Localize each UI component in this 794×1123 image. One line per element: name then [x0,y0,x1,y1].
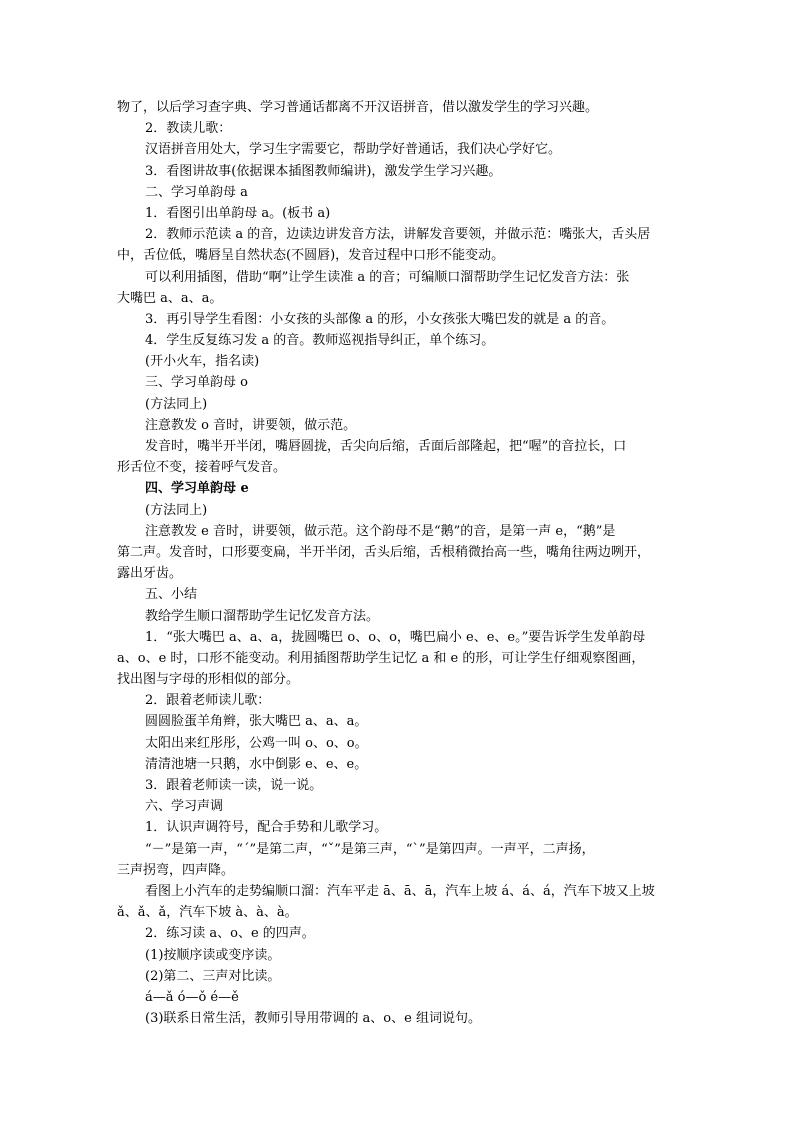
text-line: 汉语拼音用处大，学习生字需要它，帮助学好普通话，我们决心学好它。 [145,142,562,158]
document-body [117,97,677,1029]
text-line: 2．教读儿歌： [145,121,232,137]
text-line: 发音时，嘴半开半闭，嘴唇圆拢，舌尖向后缩，舌面后部隆起，把“喔”的音拉长，口 [145,439,627,454]
text-line: 看图上小汽车的走势编顺口溜：汽车平走 ā、ā、ā，汽车上坡 á、á、á，汽车下坡又上坡 [145,883,655,899]
text-line: 物了，以后学习查字典、学习普通话都离不开汉语拼音，借以激发学生的学习兴趣。 [117,100,599,115]
text-line: 2．跟着老师读儿歌： [145,693,271,709]
text-line: 找出图与字母的形相似的部分。 [117,672,300,688]
text-line: 可以利用插图，借助“啊”让学生读准 a 的音；可编顺口溜帮助学生记忆发音方法：张 [145,269,630,285]
section-heading: 二、学习单韵母 a [145,184,248,200]
text-line: 注意教发 o 音时，讲要领，做示范。 [145,417,357,433]
text-line: ǎ、ǎ、ǎ，汽车下坡 à、à、à。 [117,905,298,921]
section-heading: 四、学习单韵母 e [145,481,249,497]
text-line: 形舌位不变，接着呼气发音。 [117,460,287,476]
text-line: 3．跟着老师读一读，说一说。 [145,778,323,793]
text-line: 1．看图引出单韵母 a。(板书 a) [145,205,331,221]
text-line: a、o、e 时，口形不能变动。利用插图帮助学生记忆 a 和 e 的形，可让学生仔细观察图画， [117,650,645,666]
text-line: (方法同上) [145,502,208,518]
text-line: 太阳出来红彤彤，公鸡一叫 o、o、o。 [145,735,368,751]
text-line: 三声拐弯，四声降。 [117,862,235,878]
text-line: (3)联系日常生活，教师引导用带调的 a、o、e 组词说句。 [145,1011,481,1027]
text-line: 露出牙齿。 [117,566,183,582]
text-line: 2．练习读 a、o、e 的四声。 [145,926,315,942]
text-line: 2．教师示范读 a 的音，边读边讲发音方法，讲解发音要领，并做示范：嘴张大，舌头居 [145,227,651,243]
text-line: 3．再引导学生看图：小女孩的头部像 a 的形，小女孩张大嘴巴发的就是 a 的音。 [145,311,615,327]
text-line: 第二声。发音时，口形要变扁，半开半闭，舌头后缩，舌根稍微抬高一些，嘴角往两边咧开， [117,544,651,560]
text-line: 圆圆脸蛋羊角辫，张大嘴巴 a、a、a。 [145,714,368,730]
text-line: 1．认识声调符号，配合手势和儿歌学习。 [145,820,388,836]
text-line: 3．看图讲故事(依据课本插图教师编讲)，激发学生学习兴趣。 [145,163,502,179]
section-heading: 三、学习单韵母 o [145,375,248,391]
text-line: 中，舌位低，嘴唇呈自然状态(不圆唇)，发音过程中口形不能变动。 [117,248,505,264]
text-line: á—ǎ ó—ǒ é—ě [145,989,239,1005]
text-line: (开小火车，指名读) [145,354,260,370]
text-line: “－”是第一声，“ˊ”是第二声，“ˇ”是第三声，“ˋ”是第四声。一声平，二声扬， [145,841,595,857]
text-line: 大嘴巴 a、a、a。 [117,290,223,306]
text-line: (2)第二、三声对比读。 [145,968,281,984]
text-line: 4．学生反复练习发 a 的音。教师巡视指导纠正，单个练习。 [145,333,495,349]
text-line: 注意教发 e 音时，讲要领，做示范。这个韵母不是“鹅”的音，是第一声 e，“鹅”是 [145,523,616,539]
text-line: (1)按顺序读或变序读。 [145,947,281,963]
text-line: (方法同上) [145,396,208,412]
text-line: 1．“张大嘴巴 a、a、a，拢圆嘴巴 o、o、o，嘴巴扁小 e、e、e。”要告诉学生发单韵母 [145,629,646,645]
section-heading: 五、小结 [145,587,198,603]
text-line: 清清池塘一只鹅，水中倒影 e、e、e。 [145,756,368,772]
text-line: 教给学生顺口溜帮助学生记忆发音方法。 [145,608,380,624]
section-heading: 六、学习声调 [145,799,224,815]
